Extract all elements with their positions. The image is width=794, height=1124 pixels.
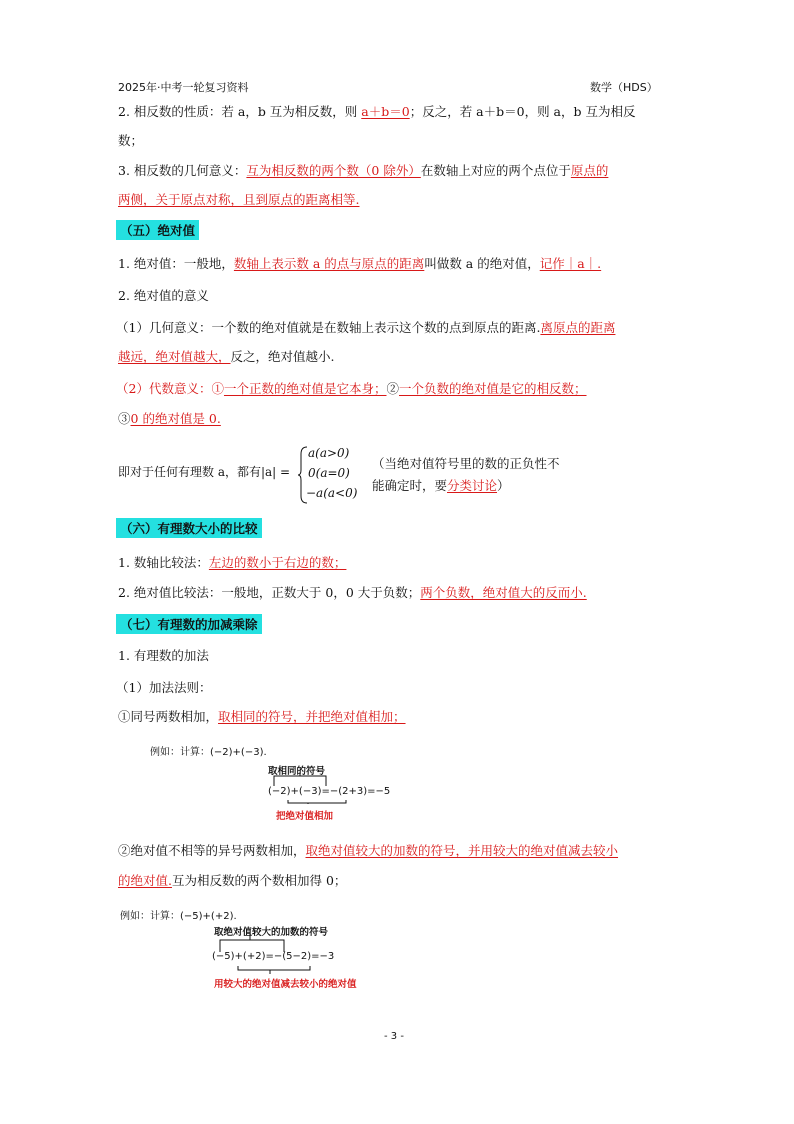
paragraph-opposite-property [118,104,636,120]
highlight-text: 两侧，关于原点对称，且到原点的距离相等. [118,192,360,207]
section-heading-absolute-value: （五）绝对值 [116,220,199,240]
text: 1. 数轴比较法： [118,555,209,570]
paragraph-same-sign-rule [118,709,406,725]
text: 3. 相反数的几何意义： [118,163,247,178]
formula-case-zero: 0(a=0) [308,466,350,480]
paragraph-different-sign-rule [118,843,618,859]
page-number: - 3 - [384,1031,404,1042]
highlight-text: 取绝对值较大的加数的符号，并用较大的绝对值减去较小 [305,843,619,858]
formula-lead: 即对于任何有理数 a，都有|a| = [118,465,291,479]
highlight-text: 数轴上表示数 a 的点与原点的距离 [233,256,425,271]
highlight-text: 分类讨论 [447,478,498,493]
highlight-text: 左边的数小于右边的数； [208,555,347,570]
paragraph-absolute-comparison [118,585,587,601]
highlight-text: a＋b＝0 [361,104,410,119]
highlight-text: 0 的绝对值是 0. [130,411,221,426]
paragraph-geometric-meaning [116,320,615,336]
paragraph-absolute-meaning: 2. 绝对值的意义 [118,288,209,303]
text: ② [386,381,399,396]
paragraph-addition: 1. 有理数的加法 [118,648,209,663]
paragraph-continuation [118,349,335,365]
text: （1）几何意义：一个数的绝对值就是在数轴上表示这个数的点到原点的距离. [116,320,541,335]
text: 1. 绝对值：一般地， [118,256,234,271]
text: 在数轴上对应的两个点位于 [420,163,571,178]
formula-note-line2 [372,478,510,494]
highlight-text: 的绝对值. [118,873,172,888]
paragraph-opposite-geometry [118,163,608,179]
example1-expression: (−2)+(−3)=−(2+3)=−5 [268,786,391,797]
text: ③ [118,411,131,426]
highlight-text: 一个正数的绝对值是它本身； [223,381,387,396]
text: ②绝对值不相等的异号两数相加， [118,843,306,858]
text: 能确定时，要 [372,478,448,493]
highlight-text: 互为相反数的两个数（0 除外） [246,163,421,178]
text: 反之，绝对值越小. [230,349,335,364]
text: ） [497,478,510,493]
highlight-text: 越远，绝对值越大， [118,349,231,364]
example1-bottom-label: 把绝对值相加 [276,811,334,822]
section-heading-comparison: （六）有理数大小的比较 [116,518,262,538]
header-right: 数学（HDS） [590,81,658,94]
highlight-text: 一个负数的绝对值是它的相反数； [399,381,587,396]
text: （2）代数意义：① [116,381,224,396]
example2-expression: (−5)+(+2)=−(5−2)=−3 [212,951,335,962]
highlight-text: 记作｜a｜. [539,256,602,271]
example2-title: 例如：计算：(−5)+(+2). [120,911,237,922]
example2-top-label: 取绝对值较大的加数的符号 [214,927,329,938]
paragraph-continuation [118,873,346,889]
formula-case-negative: −a(a<0) [306,486,358,500]
highlight-text: 离原点的距离 [540,320,616,335]
highlight-text: 取相同的符号，并把绝对值相加； [218,709,406,724]
text: 2. 相反数的性质：若 a，b 互为相反数，则 [118,104,362,119]
text: ；反之，若 a＋b＝0，则 a，b 互为相反 [409,104,636,119]
text: ①同号两数相加， [118,709,219,724]
example1-title: 例如：计算：(−2)+(−3). [150,747,267,758]
paragraph-continuation [118,411,221,427]
highlight-text: 原点的 [570,163,609,178]
paragraph-addition-rule: （1）加法法则： [116,680,212,695]
formula-brace [298,446,306,502]
text: 互为相反数的两个数相加得 0； [171,873,347,888]
text: 叫做数 a 的绝对值， [424,256,540,271]
example2-bottom-label: 用较大的绝对值减去较小的绝对值 [214,979,357,990]
highlight-text: 两个负数，绝对值大的反而小. [420,585,587,600]
paragraph-continuation: 数； [118,133,144,148]
section-heading-operations: （七）有理数的加减乘除 [116,614,262,634]
paragraph-absolute-definition [118,256,601,272]
header-left: 2025年·中考一轮复习资料 [118,81,249,94]
formula-note-line1: （当绝对值符号里的数的正负性不 [372,456,560,471]
paragraph-number-line-comparison [118,555,346,571]
paragraph-continuation [118,192,359,208]
formula-case-positive: a(a>0) [308,446,350,460]
example1-top-label: 取相同的符号 [268,766,326,777]
text: 2. 绝对值比较法：一般地，正数大于 0，0 大于负数； [118,585,421,600]
paragraph-algebraic-meaning [116,381,587,397]
